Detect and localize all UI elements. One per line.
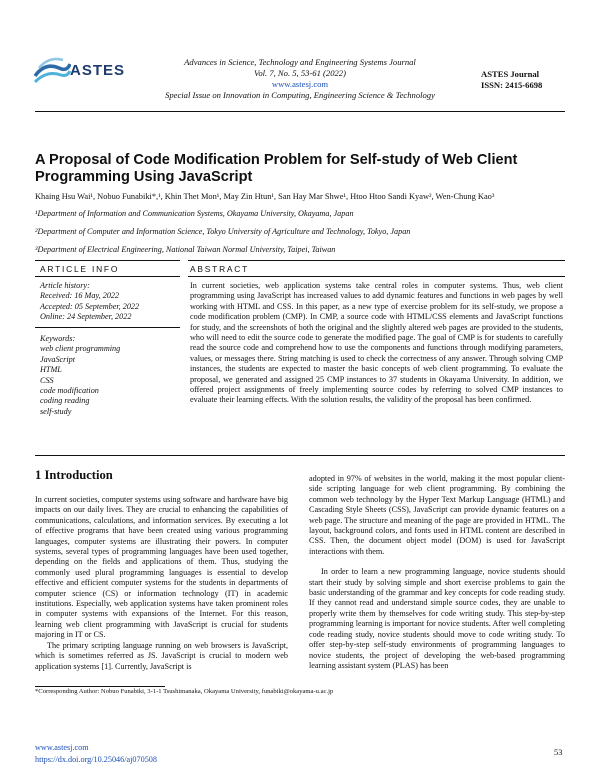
keyword-item: self-study xyxy=(40,406,72,416)
footnote-rule xyxy=(35,686,165,687)
keyword-item: HTML xyxy=(40,365,62,375)
corresponding-author-footnote: *Corresponding Author: Nobuo Funabiki, 3-1-1 Tsushimanaka, Okayama University, funabiki@okayama-u.ac.jp xyxy=(35,688,334,695)
history-label: Article history: xyxy=(40,281,90,290)
footer-journal-url[interactable]: www.astesj.com xyxy=(35,743,89,752)
intro-paragraph-4: In order to learn a new programming language, novice students should start their study by solving simple and short exercise problems to gain the basic understanding of the grammar and key concepts for code reading study. If they cannot read and understand simple source codes, they are unable to properly write them by themselves for code writing study. This step-by-step programming learning is important for novice students. After well completing code reading study, novice students should move to code writing study. To offer step-by-step self-study environments of programming languages to novice students, the project of developing the web-based programming learning assistant system (PLAS) has been xyxy=(309,567,565,670)
keyword-item: web client programming xyxy=(40,344,121,354)
intro-paragraph-3: adopted in 97% of websites in the world, making it the most popular client-side scripting language for web client programming. By combining the common web technology by the Hyper Text Markup Language (HTML) and Cascading Style Sheets (CSS), JavaScript can provide dynamic features on a web page. The structure and meaning of the page are provided in HTML. The layout, background colors, and fonts used in HTML content are described in CSS. Then, the document object model (DOM) is used for JavaScript interactions with them. xyxy=(309,474,565,556)
abstract-text: In current societies, web application systems take central roles in computer systems. Thus, web client programming using JavaScript has increased values to add dynamic features and functions in web pages by well working with HTML and CSS. In this paper, as a new type of exercise problem for its self-study, we propose a code modification problem (CMP). In CMP, a source code with HTML/CSS elements and JavaScript functions for study, and the screenshots of both the original and the slightly altered web pages are provided to the students, who will need to edit the source code to generate the modified page. The goal of CMP is for students to carefully read the source code and comprehend how to use the components and functions through modifying parameters, values, or messages there. String matching is used to check the correctness of any answer. Through solving CMP instances, the students are expected to master the basic concepts of web client programming. To evaluate the proposal, we generated and assigned 25 CMP instances to 37 students in Okayama University. In addition, we offered project assignments of freely implementing source codes by referring to solved CMP instances to evaluate their learning effects. With the solution results, the validity of the proposal has been confirmed. xyxy=(190,281,563,405)
journal-header xyxy=(118,57,482,101)
article-info-mid-rule xyxy=(35,276,180,277)
abstract-heading: ABSTRACT xyxy=(190,264,250,274)
keywords-label: Keywords: xyxy=(40,334,76,343)
page-number: 53 xyxy=(554,748,563,757)
received-date: Received: 16 May, 2022 xyxy=(40,291,120,301)
abstract-mid-rule xyxy=(188,276,565,277)
issn: ISSN: 2415-6698 xyxy=(481,80,543,90)
article-history xyxy=(40,281,139,323)
article-info-top-rule xyxy=(35,260,180,261)
right-column xyxy=(309,474,565,671)
keyword-item: code modification xyxy=(40,386,99,396)
astes-wave-icon xyxy=(33,52,71,86)
section-heading-introduction: 1 Introduction xyxy=(35,468,113,482)
keyword-item: coding reading xyxy=(40,396,90,406)
affiliation-1: ¹Department of Information and Communication Systems, Okayama University, Okayama, Japan xyxy=(35,209,354,218)
volume-info: Vol. 7, No. 5, 53-61 (2022) xyxy=(254,68,346,78)
online-date: Online: 24 September, 2022 xyxy=(40,312,132,322)
journal-short-name: ASTES Journal xyxy=(481,69,540,79)
intro-paragraph-2: The primary scripting language running on web browsers is JavaScript, which is sometimes referred as JS. JavaScript is crucial to modern web application systems [1]. Currently, JavaScript is xyxy=(35,640,288,671)
abstract-bottom-rule xyxy=(35,455,565,456)
article-info-heading: ARTICLE INFO xyxy=(40,264,120,274)
accepted-date: Accepted: 05 September, 2022 xyxy=(40,301,140,311)
affiliation-3: ³Department of Electrical Engineering, National Taiwan Normal University, Taipei, Taiwan xyxy=(35,245,336,254)
intro-paragraph-1: In current societies, computer systems using software and hardware have big impacts on our daily lives. They are crucial to enhancing the capabilities of communications, calculations, and information services. By executing a lot of effective programs that have been created using various programming languages, computer systems are illustrating their powers. In computer systems, several types of programming languages have been used together, depending on the fields and applications of them. Thus, studying the commonly used plural programming languages is essential to develop effective and efficient computer systems for the students in departments of computer science (CS) or information technology (IT) in academic institutions. Especially, web application systems have taken prominent roles in computer systems with expansions of the Internet. For this reason, learning web client programming with JavaScript is crucial for students majoring in IT or CS. xyxy=(35,495,288,640)
footer-doi-link[interactable]: https://dx.doi.org/10.25046/aj070508 xyxy=(35,755,157,764)
left-column xyxy=(35,495,288,672)
journal-name: Advances in Science, Technology and Engineering Systems Journal xyxy=(184,57,416,67)
keyword-item: JavaScript xyxy=(40,354,76,364)
header-rule xyxy=(35,111,565,112)
special-issue: Special Issue on Innovation in Computing, Engineering Science & Technology xyxy=(165,90,435,100)
paper-title: A Proposal of Code Modification Problem for Self-study of Web Client Programming Using JavaScript xyxy=(35,152,518,185)
journal-issn-block xyxy=(481,69,542,91)
affiliation-2: ²Department of Computer and Information Science, Tokyo University of Agriculture and Technology, Tokyo, Japan xyxy=(35,227,411,236)
keywords-block xyxy=(40,334,120,417)
author-list: Khaing Hsu Wai¹, Nobuo Funabiki*,¹, Khin Thet Mon¹, May Zin Htun¹, San Hay Mar Shwe¹, Htoo Htoo Sandi Kyaw², Wen-Chung Kao³ xyxy=(35,192,495,201)
abstract-top-rule xyxy=(188,260,565,261)
journal-url[interactable]: www.astesj.com xyxy=(271,79,329,89)
logo-text: ASTES xyxy=(70,62,126,79)
keyword-item: CSS xyxy=(40,375,54,385)
article-info-sep-rule xyxy=(35,327,180,328)
